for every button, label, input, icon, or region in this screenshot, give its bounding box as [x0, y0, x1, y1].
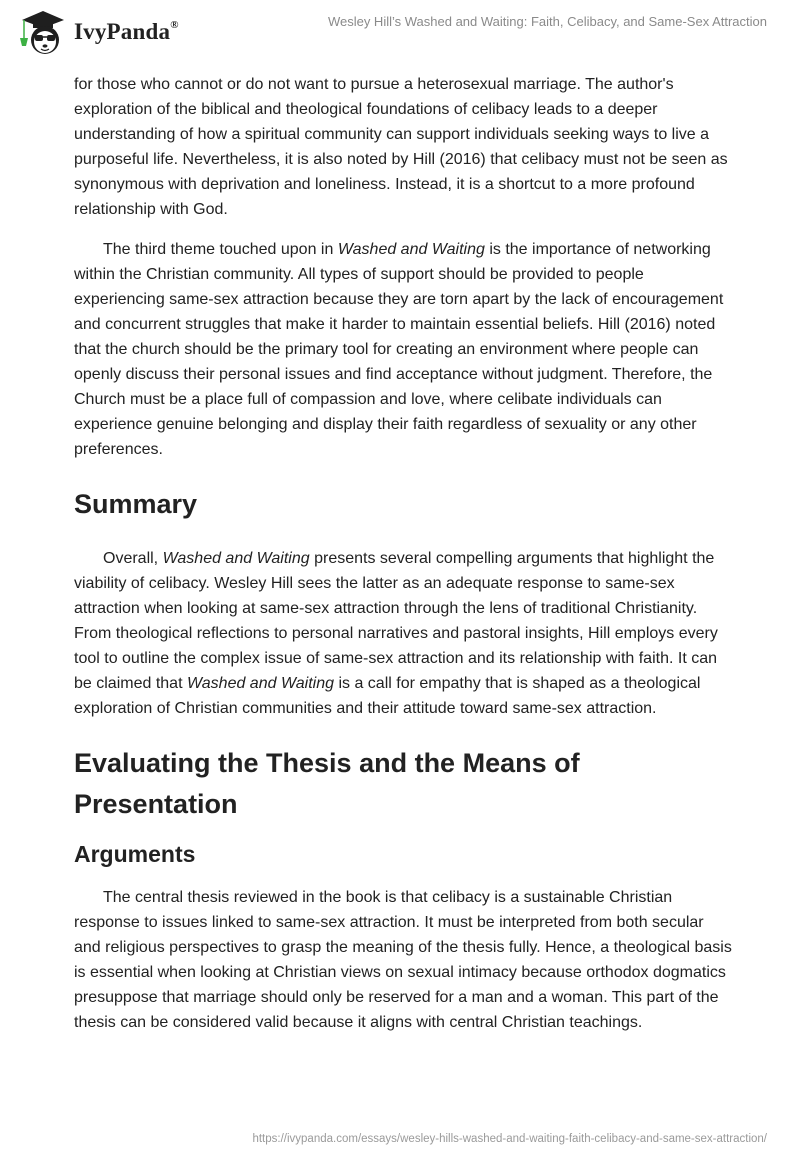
heading-evaluating-thesis: Evaluating the Thesis and the Means of Presentation	[74, 748, 580, 819]
source-url[interactable]: https://ivypanda.com/essays/wesley-hills-washed-and-waiting-faith-celibacy-and-same-sex-attraction/	[252, 1133, 767, 1145]
brand-logo[interactable]	[18, 8, 179, 56]
heading-arguments: Arguments	[74, 841, 196, 867]
essay-content	[74, 72, 734, 1035]
book-title: Washed and Waiting	[186, 675, 335, 692]
paragraph-summary: Overall, Washed and Waiting presents several compelling arguments that highlight the viability of celibacy. Wesley Hill sees the latter as an adequate response to same-sex attraction when looking at same-sex attraction through the lens of traditional Christianity. From theological reflections to personal narratives and pastoral insights, Hill employs every tool to outline the complex issue of same-sex attraction and its relationship with faith. It can be claimed that Washed and Waiting is a call for empathy that is shaped as a theological exploration of Christian communities and their attitude toward same-sex attraction.	[74, 550, 718, 717]
book-title: Washed and Waiting	[162, 550, 310, 567]
page-header	[0, 0, 800, 60]
book-title: Washed and Waiting	[337, 241, 485, 258]
paragraph-third-theme: The third theme touched upon in Washed and Waiting is the importance of networking within the Christian community. All types of support should be provided to people experiencing same-sex attraction because they are torn apart by the lack of encouragement and concurrent struggles that make it harder to maintain essential beliefs. Hill (2016) noted that the church should be the primary tool for creating an environment where people can openly discuss their personal issues and find acceptance without judgment. Therefore, the Church must be a place full of compassion and love, where celibate individuals can experience genuine belonging and display their faith regardless of sexuality or any other preferences.	[74, 241, 724, 458]
panda-graduate-icon	[18, 8, 68, 56]
paragraph-arguments: The central thesis reviewed in the book is that celibacy is a sustainable Christian response to issues linked to same-sex attraction. It must be interpreted from both secular and religious perspectives to grasp the meaning of the thesis fully. Hence, a theological basis is essential when looking at Christian views on sexual intimacy because orthodox dogmatics presuppose that marriage should only be reserved for a man and a woman. This part of the thesis can be considered valid because it aligns with central Christian teachings.	[74, 889, 732, 1031]
document-title: Wesley Hill’s Washed and Waiting: Faith, Celibacy, and Same-Sex Attraction	[327, 14, 767, 29]
paragraph-continued: for those who cannot or do not want to pursue a heterosexual marriage. The author's exploration of the biblical and theological foundations of celibacy leads to a deeper understanding of how a spiritual community can support individuals seeking ways to live a purposeful life. Nevertheless, it is also noted by Hill (2016) that celibacy must not be seen as synonymous with deprivation and loneliness. Instead, it is a shortcut to a more profound relationship with God.	[74, 76, 728, 218]
brand-name: IvyPanda®	[74, 19, 179, 44]
heading-summary: Summary	[74, 489, 198, 519]
